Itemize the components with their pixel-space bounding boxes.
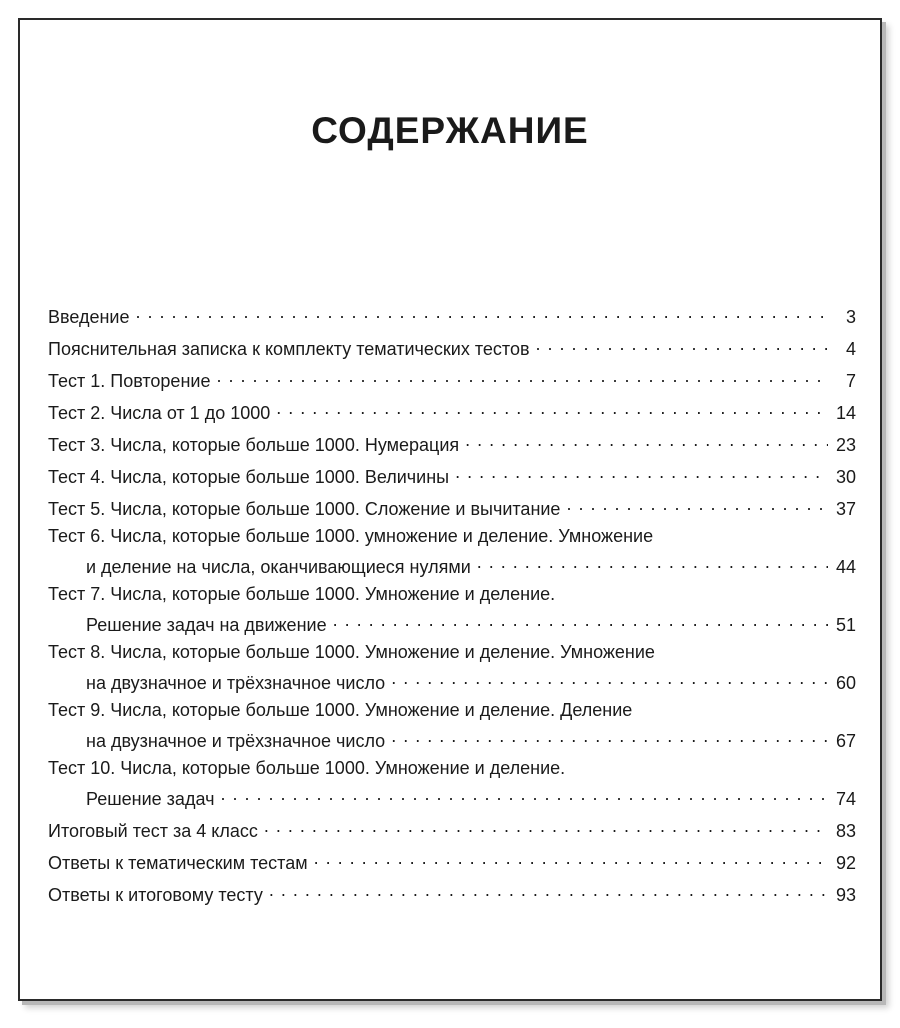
dot-leader xyxy=(566,493,828,515)
toc-entry-line xyxy=(48,493,856,519)
toc-entry xyxy=(48,699,856,751)
toc-page-number: 30 xyxy=(835,467,856,487)
toc-entry xyxy=(48,301,856,327)
toc-entry-title: Тест 5. Числа, которые больше 1000. Сложение и вычитание xyxy=(48,499,561,519)
toc-page-number: 7 xyxy=(845,371,856,391)
toc-entry-title: Тест 9. Числа, которые больше 1000. Умножение и деление. Деление xyxy=(48,700,633,720)
dot-leader xyxy=(536,333,828,355)
toc-entry-line xyxy=(48,641,856,663)
toc-entry-title: Тест 2. Числа от 1 до 1000 xyxy=(48,403,271,423)
toc-page-number: 83 xyxy=(835,821,856,841)
dot-leader xyxy=(391,725,828,747)
dot-leader xyxy=(269,879,828,901)
toc-entry-line xyxy=(48,525,856,547)
dot-leader xyxy=(465,429,828,451)
toc-entry xyxy=(48,429,856,455)
toc-entry-title: Тест 7. Числа, которые больше 1000. Умножение и деление. xyxy=(48,584,556,604)
dot-leader xyxy=(477,551,828,573)
table-of-contents xyxy=(48,301,856,911)
dot-leader xyxy=(455,461,828,483)
dot-leader xyxy=(333,609,828,631)
toc-entry-title: Ответы к итоговому тесту xyxy=(48,885,263,905)
toc-page-number: 60 xyxy=(835,673,856,693)
toc-entry-continuation xyxy=(48,783,856,809)
dot-leader xyxy=(264,815,828,837)
toc-entry xyxy=(48,525,856,577)
toc-entry-line xyxy=(48,429,856,455)
toc-entry xyxy=(48,333,856,359)
toc-entry-title: на двузначное и трёхзначное число xyxy=(86,731,386,751)
toc-entry-title: Тест 8. Числа, которые больше 1000. Умножение и деление. Умножение xyxy=(48,642,655,662)
toc-entry-line xyxy=(48,757,856,779)
toc-entry-title: Введение xyxy=(48,307,130,327)
toc-entry-title: Решение задач на движение xyxy=(86,615,327,635)
toc-entry-continuation xyxy=(48,609,856,635)
dot-leader xyxy=(391,667,828,689)
toc-entry-title: Тест 4. Числа, которые больше 1000. Величины xyxy=(48,467,450,487)
toc-entry-title: Тест 1. Повторение xyxy=(48,371,211,391)
toc-page-number: 4 xyxy=(845,339,856,359)
toc-entry xyxy=(48,815,856,841)
toc-entry xyxy=(48,583,856,635)
toc-entry xyxy=(48,641,856,693)
toc-entry-line xyxy=(48,365,856,391)
toc-page-number: 92 xyxy=(835,853,856,873)
toc-entry-line xyxy=(48,815,856,841)
dot-leader xyxy=(136,301,828,323)
toc-page-number: 14 xyxy=(835,403,856,423)
toc-entry-line xyxy=(48,583,856,605)
toc-entry-title: на двузначное и трёхзначное число xyxy=(86,673,386,693)
toc-entry-line xyxy=(48,397,856,423)
toc-page-number: 93 xyxy=(835,885,856,905)
toc-entry-title: Тест 6. Числа, которые больше 1000. умножение и деление. Умножение xyxy=(48,526,654,546)
toc-entry-title: Тест 3. Числа, которые больше 1000. Нумерация xyxy=(48,435,460,455)
toc-entry xyxy=(48,365,856,391)
toc-entry-title: и деление на числа, оканчивающиеся нулями xyxy=(86,557,471,577)
toc-entry-title: Пояснительная записка к комплекту тематических тестов xyxy=(48,339,530,359)
dot-leader xyxy=(216,365,828,387)
toc-entry-continuation xyxy=(48,667,856,693)
toc-page-number: 74 xyxy=(835,789,856,809)
toc-entry-title: Итоговый тест за 4 класс xyxy=(48,821,258,841)
toc-entry-title: Ответы к тематическим тестам xyxy=(48,853,308,873)
dot-leader xyxy=(314,847,828,869)
toc-entry-line xyxy=(48,301,856,327)
toc-entry-line xyxy=(48,847,856,873)
dot-leader xyxy=(276,397,828,419)
toc-entry-line xyxy=(48,461,856,487)
toc-entry-continuation xyxy=(48,551,856,577)
toc-entry-line xyxy=(48,879,856,905)
toc-entry-continuation xyxy=(48,725,856,751)
toc-entry-line xyxy=(48,699,856,721)
toc-entry-title: Решение задач xyxy=(86,789,215,809)
toc-entry xyxy=(48,397,856,423)
dot-leader xyxy=(220,783,828,805)
toc-entry xyxy=(48,879,856,905)
toc-entry-line xyxy=(48,333,856,359)
toc-entry xyxy=(48,461,856,487)
toc-page-number: 67 xyxy=(835,731,856,751)
toc-page-number: 37 xyxy=(835,499,856,519)
toc-entry-title: Тест 10. Числа, которые больше 1000. Умножение и деление. xyxy=(48,758,566,778)
toc-page-number: 3 xyxy=(845,307,856,327)
toc-page-number: 51 xyxy=(835,615,856,635)
toc-entry xyxy=(48,493,856,519)
toc-page-number: 23 xyxy=(835,435,856,455)
toc-page-number: 44 xyxy=(835,557,856,577)
page-title: СОДЕРЖАНИЕ xyxy=(311,110,589,151)
toc-entry xyxy=(48,847,856,873)
page-frame xyxy=(18,18,882,1001)
toc-entry xyxy=(48,757,856,809)
